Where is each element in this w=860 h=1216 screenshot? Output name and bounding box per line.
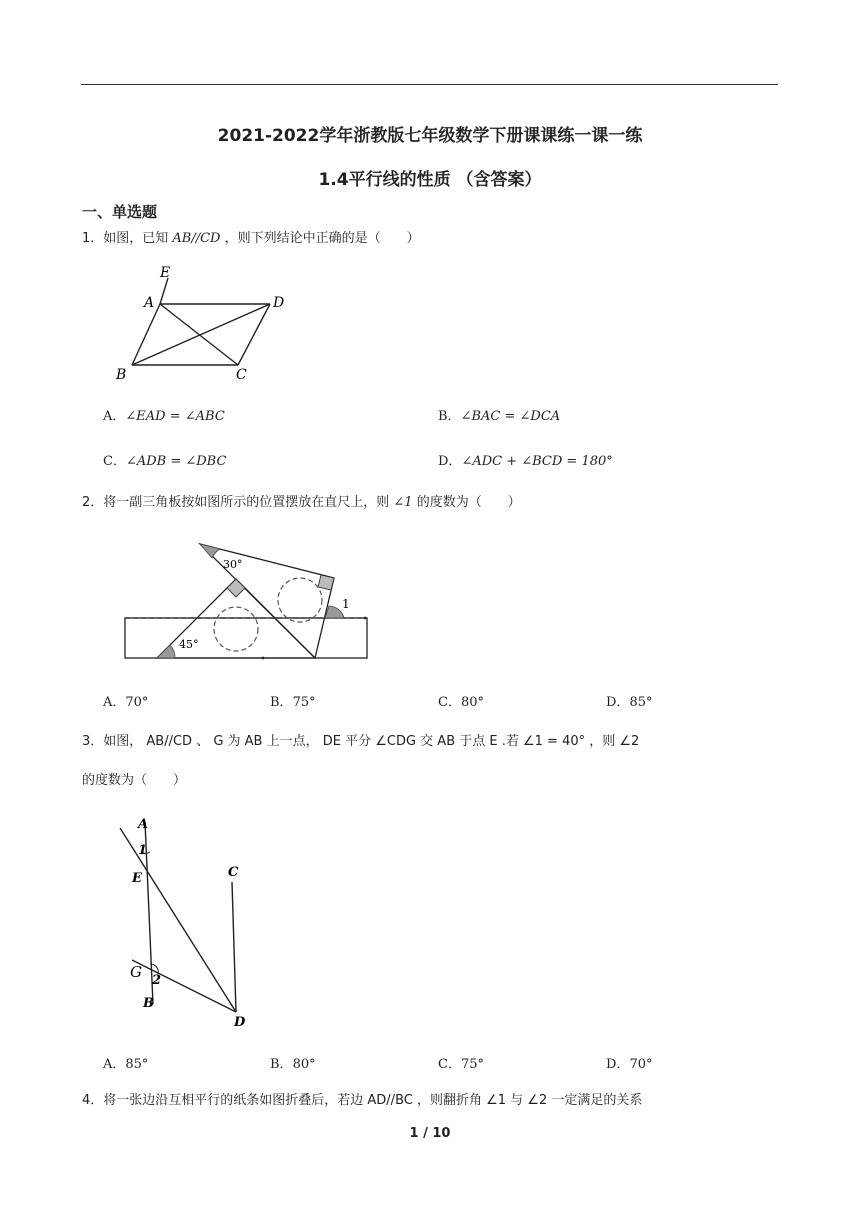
question-1-figure (110, 262, 300, 387)
fig1-label-a: A (144, 295, 155, 311)
question-3-figure (112, 812, 262, 1030)
question-1-text-a: 1．如图，已知 (82, 231, 173, 246)
q2-option-b[interactable]: B．75° (270, 695, 316, 710)
fig3-label-d: D (234, 1015, 246, 1030)
section-heading: 一、单选题 (82, 203, 158, 221)
question-1-stem (82, 230, 420, 248)
question-4-stem-line1: 4．将一张边沿互相平行的纸条如图折叠后，若边 AD//BC ，则翻折角 ∠1 与 ∠2 一定满足的关系 (82, 1093, 643, 1108)
question-3-stem-line1: 3．如图， AB//CD 、 G 为 AB 上一点， DE 平分 ∠CDG 交 AB 于点 E .若 ∠1 = 40° ，则 ∠2 (82, 734, 640, 749)
question-1-math: AB//CD (172, 231, 221, 246)
question-3-stem-line2: 的度数为（ ） (82, 773, 187, 788)
question-2-figure (120, 536, 380, 666)
q2-option-c[interactable]: C．80° (438, 695, 484, 710)
fig1-label-d: D (273, 295, 285, 311)
question-2-stem (82, 494, 521, 512)
fig3-label-a: A (138, 817, 149, 832)
q1-option-c[interactable]: C．∠ADB = ∠DBC (103, 454, 227, 469)
q1-option-d[interactable]: D．∠ADC + ∠BCD = 180° (438, 454, 613, 469)
question-2-text-b: 的度数为（ ） (412, 495, 521, 510)
fig3-label-c: C (228, 865, 239, 880)
q1-option-a[interactable]: A．∠EAD = ∠ABC (103, 409, 225, 424)
fig1-label-c: C (236, 367, 247, 383)
header-rule (81, 84, 778, 85)
fig2-label-30: 30° (223, 558, 243, 571)
q2-option-d[interactable]: D．85° (606, 695, 653, 710)
fig1-label-e: E (160, 265, 171, 281)
q1-option-b[interactable]: B．∠BAC = ∠DCA (438, 409, 561, 424)
q3-option-a[interactable]: A．85° (103, 1057, 149, 1072)
question-2-math: ∠1 (393, 495, 413, 510)
fig2-label-45: 45° (179, 638, 199, 651)
fig3-label-g: G (130, 963, 142, 981)
question-2-text-a: 2．将一副三角板按如图所示的位置摆放在直尺上，则 (82, 495, 394, 510)
document-title: 2021-2022学年浙教版七年级数学下册课课练一课一练 (217, 126, 643, 146)
q3-option-d[interactable]: D．70° (606, 1057, 653, 1072)
question-1-text-b: ，则下列结论中正确的是（ ） (220, 231, 420, 246)
q3-option-c[interactable]: C．75° (438, 1057, 484, 1072)
document-subtitle: 1.4平行线的性质 （含答案） (318, 170, 542, 190)
q2-option-a[interactable]: A．70° (103, 695, 149, 710)
fig1-label-b: B (116, 367, 127, 383)
fig3-label-1: 1 (138, 843, 148, 858)
fig3-label-e: E (132, 871, 142, 886)
fig3-label-2: 2 (152, 973, 162, 988)
q3-option-b[interactable]: B．80° (270, 1057, 316, 1072)
fig3-label-b: B (143, 996, 154, 1011)
fig2-label-1: 1 (342, 597, 350, 611)
page-number: 1 / 10 (409, 1126, 451, 1141)
